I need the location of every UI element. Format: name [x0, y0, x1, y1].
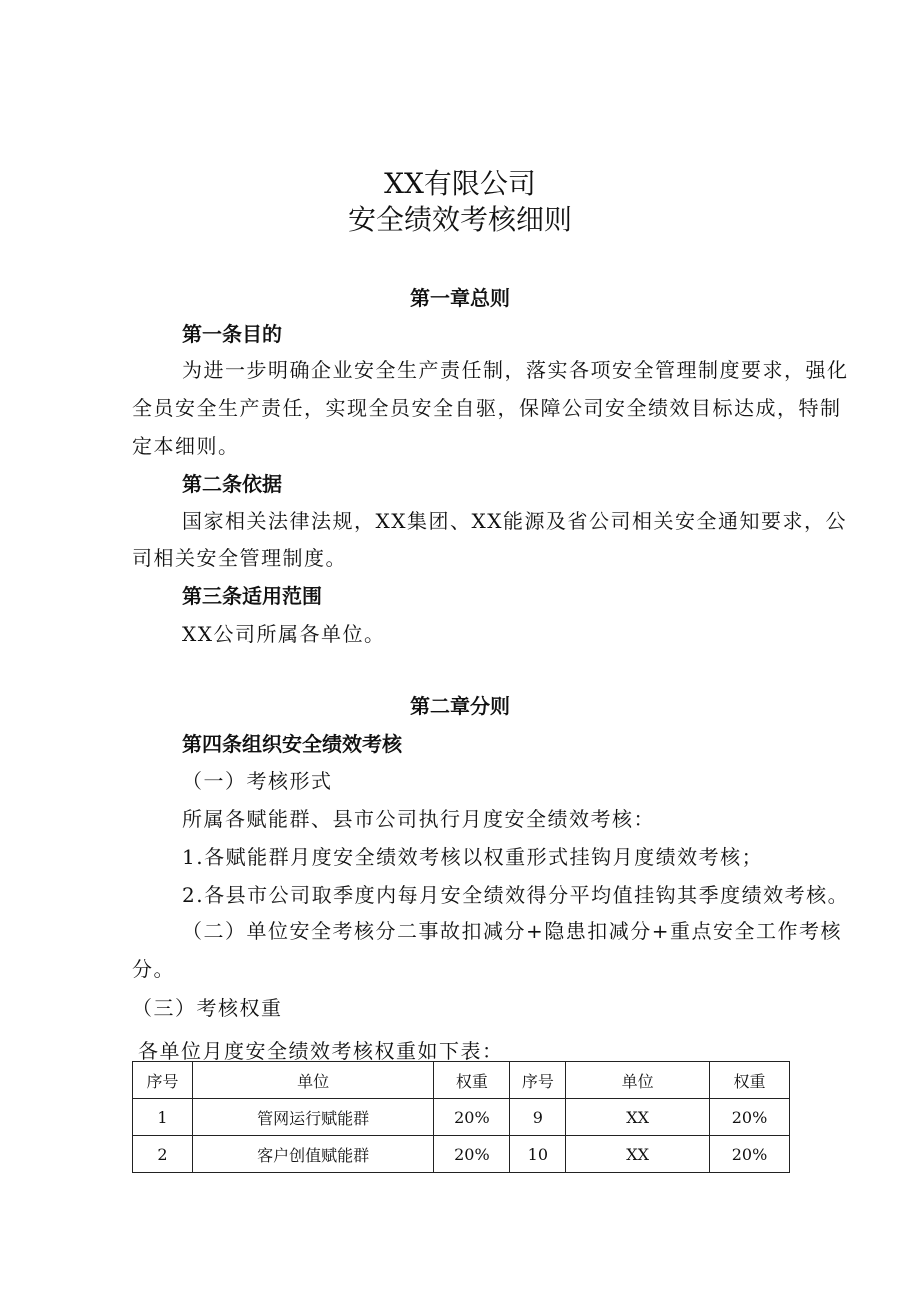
chapter-1-heading: 第一章总则	[410, 286, 510, 310]
table-caption: 各单位月度安全绩效考核权重如下表：	[138, 1039, 504, 1063]
section-2-line: 分。	[132, 957, 175, 981]
section-1-heading: （一）考核形式	[182, 769, 333, 793]
section-1-line: 2.各县市公司取季度内每月安全绩效得分平均值挂钩其季度绩效考核。	[182, 883, 850, 907]
doc-title: 安全绩效考核细则	[347, 203, 572, 236]
section-3-heading: （三）考核权重	[132, 996, 283, 1020]
section-1-line: 1.各赋能群月度安全绩效考核以权重形式挂钩月度绩效考核；	[182, 845, 764, 869]
article-1-line: 全员安全生产责任，实现全员安全自驱，保障公司安全绩效目标达成，特制	[132, 396, 842, 420]
article-3-title: 第三条适用范围	[182, 584, 322, 608]
table-cell: XX	[566, 1136, 710, 1173]
table-cell: 客户创值赋能群	[192, 1136, 434, 1173]
article-4-title: 第四条组织安全绩效考核	[182, 732, 402, 756]
doc-title-company: XX有限公司	[384, 167, 536, 200]
article-2-line: 国家相关法律法规，XX集团、XX能源及省公司相关安全通知要求，公	[182, 509, 847, 533]
table-header-row	[133, 1062, 790, 1099]
table-cell: 20%	[434, 1136, 510, 1173]
weight-table	[132, 1061, 790, 1173]
article-2-line: 司相关安全管理制度。	[132, 546, 347, 570]
section-1-line: 所属各赋能群、县市公司执行月度安全绩效考核：	[182, 807, 655, 831]
table-cell: XX	[566, 1099, 710, 1136]
article-1-title: 第一条目的	[182, 322, 282, 346]
chapter-2-heading: 第二章分则	[410, 694, 510, 718]
header-cell: 权重	[710, 1062, 790, 1099]
table-cell: 2	[133, 1136, 193, 1173]
header-cell: 序号	[510, 1062, 566, 1099]
table-cell: 1	[133, 1099, 193, 1136]
article-2-title: 第二条依据	[182, 472, 282, 496]
header-cell: 权重	[434, 1062, 510, 1099]
table-cell: 10	[510, 1136, 566, 1173]
table-cell: 20%	[710, 1136, 790, 1173]
header-cell: 单位	[566, 1062, 710, 1099]
table-row	[133, 1099, 790, 1136]
table-cell: 20%	[710, 1099, 790, 1136]
table-row	[133, 1136, 790, 1173]
table-cell: 20%	[434, 1099, 510, 1136]
article-3-line: XX公司所属各单位。	[182, 622, 386, 646]
header-cell: 序号	[133, 1062, 193, 1099]
article-1-line: 为进一步明确企业安全生产责任制，落实各项安全管理制度要求，强化	[182, 358, 849, 382]
table-cell: 9	[510, 1099, 566, 1136]
section-2-line: （二）单位安全考核分二事故扣减分+隐患扣减分+重点安全工作考核	[182, 919, 843, 943]
article-1-line: 定本细则。	[132, 434, 240, 458]
table-cell: 管网运行赋能群	[192, 1099, 434, 1136]
header-cell: 单位	[192, 1062, 434, 1099]
